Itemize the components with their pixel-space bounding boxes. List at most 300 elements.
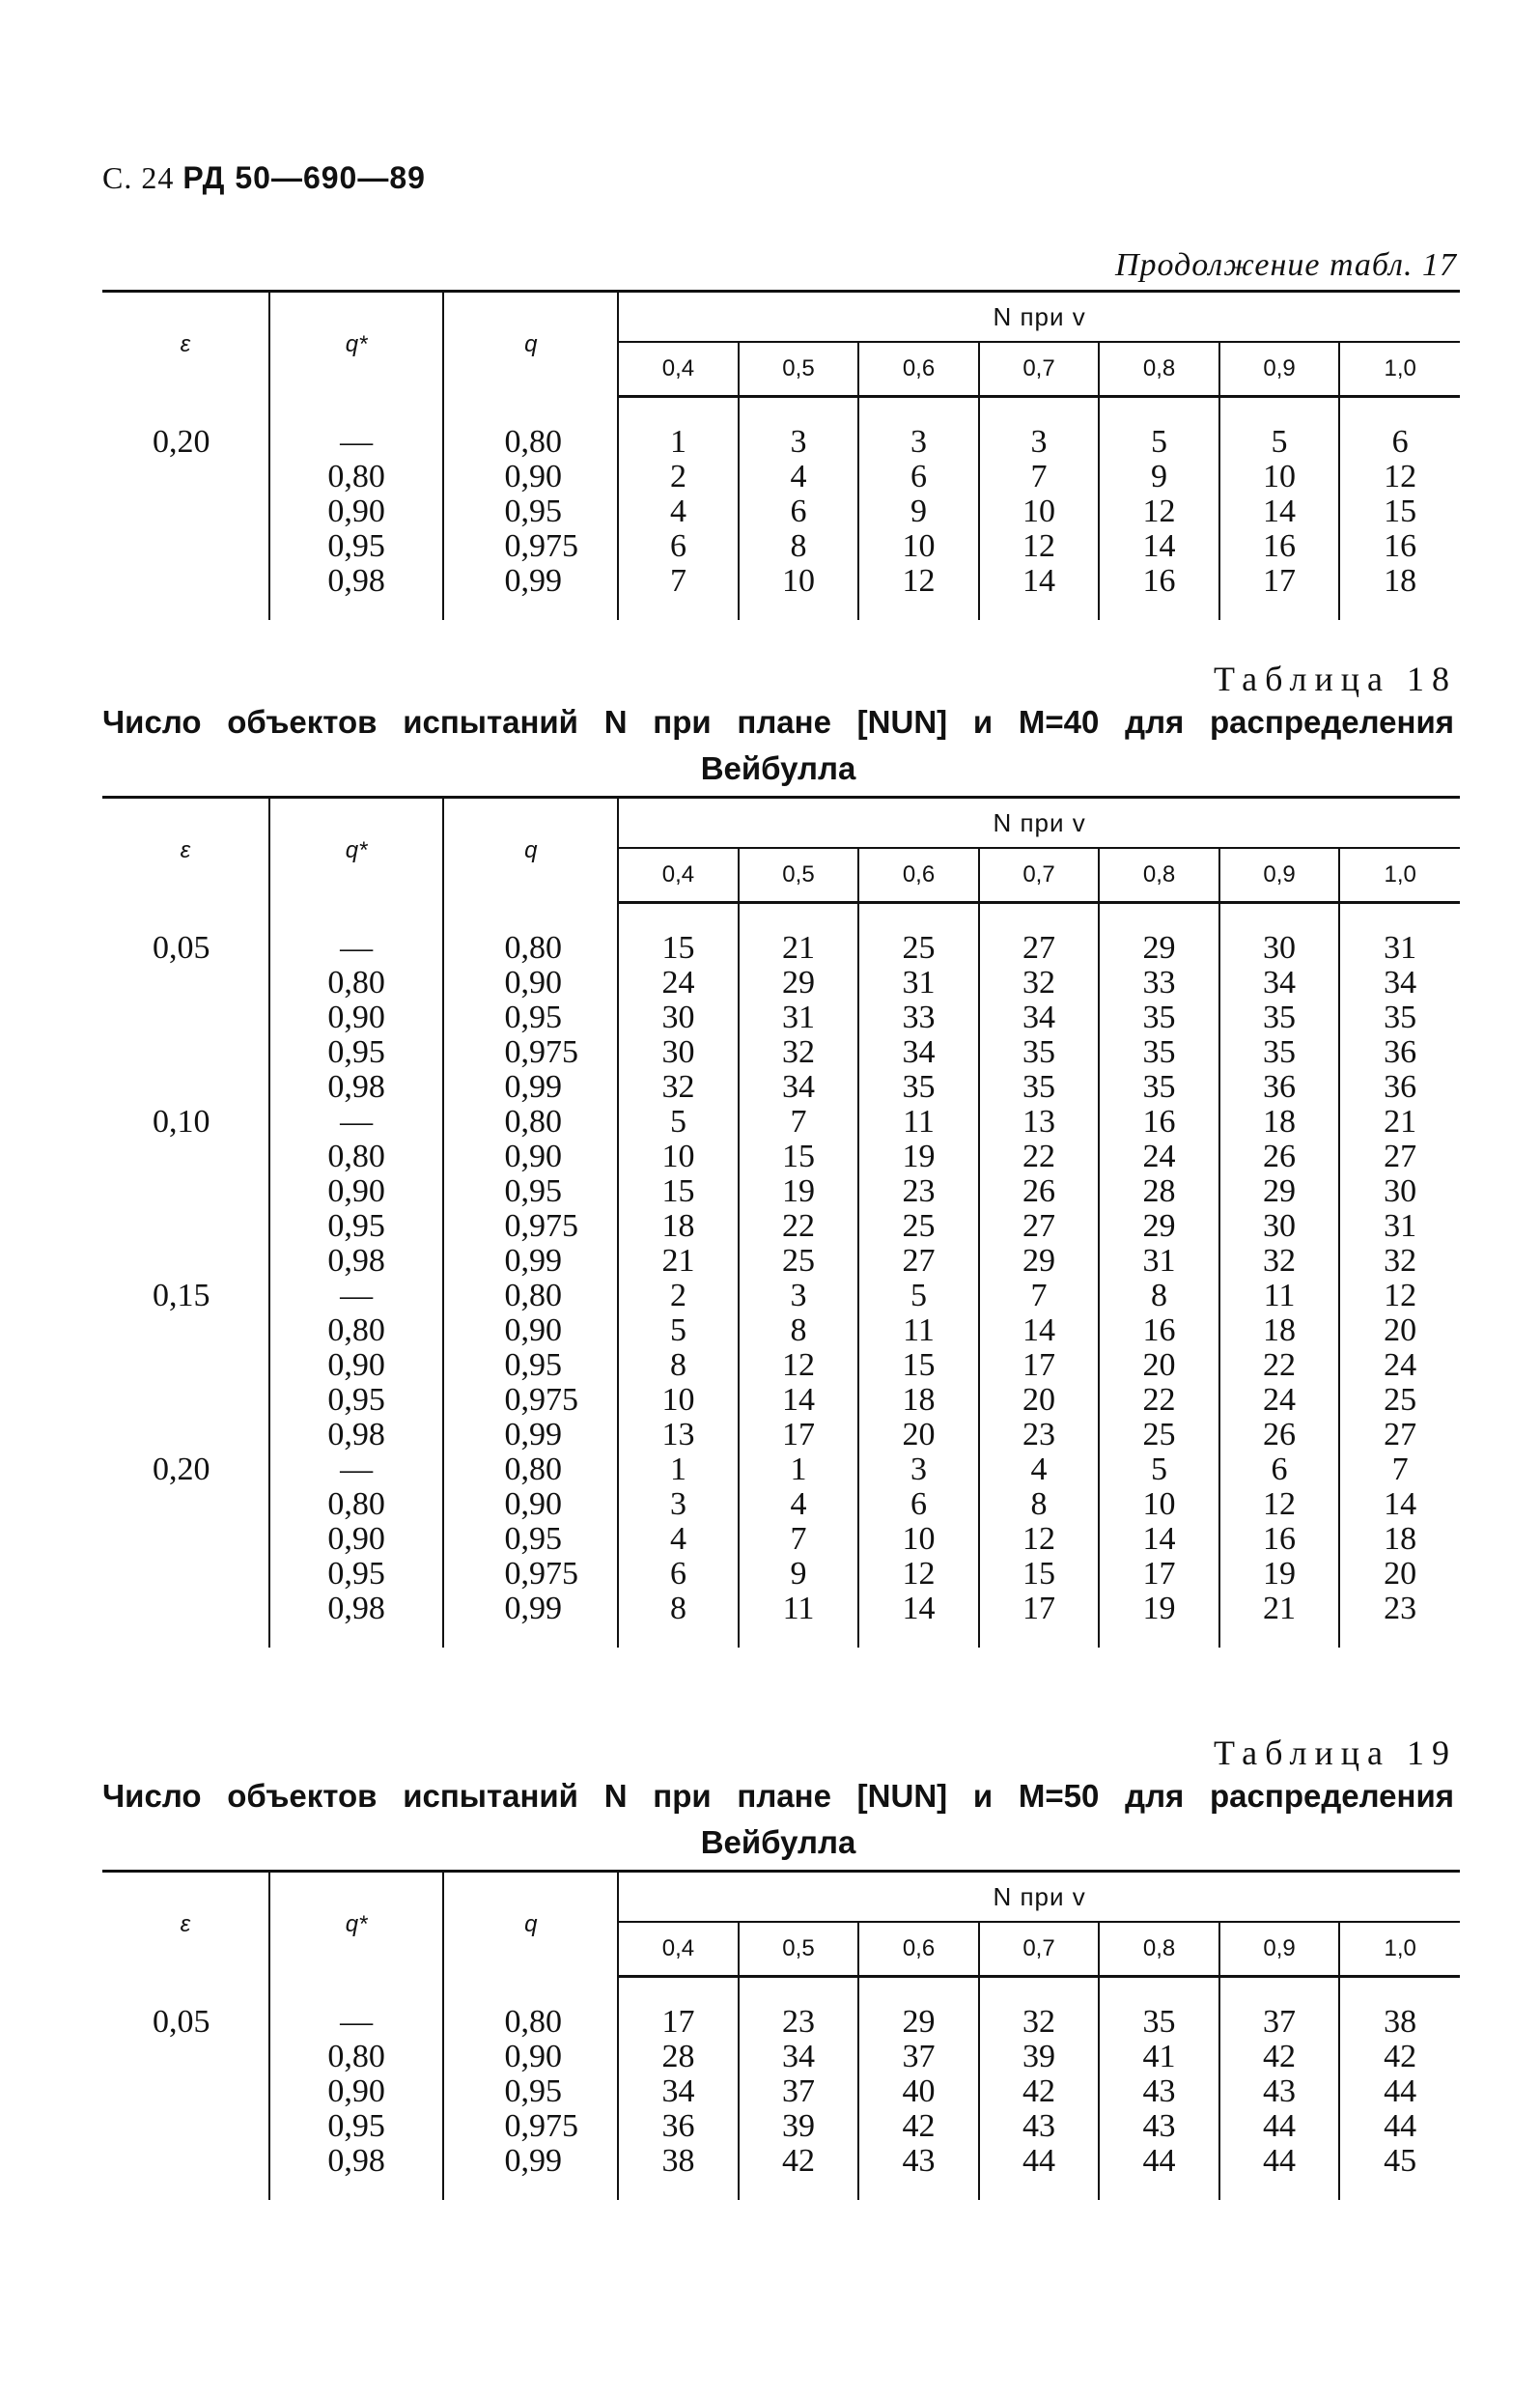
- cell-eps: [102, 1174, 269, 1209]
- cell-eps: [102, 2109, 269, 2144]
- cell-q-star: 0,90: [269, 494, 444, 529]
- cell-n: 10: [979, 494, 1100, 529]
- column-header-v: 0,5: [739, 342, 859, 397]
- cell-eps: 0,05: [153, 2004, 210, 2040]
- cell-n: 27: [979, 931, 1100, 966]
- cell-eps: [102, 1244, 269, 1279]
- cell-n: 8: [1099, 1279, 1219, 1313]
- cell-n: 42: [1219, 2040, 1340, 2074]
- cell-n: 22: [1219, 1348, 1340, 1383]
- column-header-q-star: q*: [269, 1872, 444, 1977]
- cell-q-star: 0,98: [269, 1244, 444, 1279]
- cell-n: 36: [618, 2109, 739, 2144]
- cell-n: 20: [1099, 1348, 1219, 1383]
- cell-n: 30: [1219, 931, 1340, 966]
- cell-q: 0,99: [443, 1418, 618, 1452]
- cell-n: 18: [1219, 1105, 1340, 1140]
- cell-n: 35: [1099, 2005, 1219, 2040]
- cell-n: 8: [618, 1592, 739, 1626]
- cell-q: 0,90: [443, 1487, 618, 1522]
- cell-n: 14: [1339, 1487, 1460, 1522]
- cell-n: 18: [618, 1209, 739, 1244]
- cell-eps: [102, 1313, 269, 1348]
- cell-n: 31: [739, 1001, 859, 1035]
- cell-n: 39: [979, 2040, 1100, 2074]
- cell-q-star: 0,98: [269, 2144, 444, 2179]
- table-18: [102, 796, 1460, 1648]
- cell-eps: [102, 1383, 269, 1418]
- cell-n: 35: [1339, 1001, 1460, 1035]
- cell-n: 37: [739, 2074, 859, 2109]
- column-header-v: 0,7: [979, 848, 1100, 903]
- cell-n: 7: [618, 564, 739, 599]
- cell-n: 43: [1219, 2074, 1340, 2109]
- cell-n: 14: [1099, 529, 1219, 564]
- cell-n: 11: [858, 1105, 979, 1140]
- table-19: [102, 1870, 1460, 2200]
- cell-eps: [102, 1209, 269, 1244]
- cell-q: 0,975: [443, 529, 618, 564]
- cell-n: 40: [858, 2074, 979, 2109]
- cell-q: 0,90: [443, 460, 618, 494]
- cell-n: 26: [1219, 1418, 1340, 1452]
- cell-n: 9: [858, 494, 979, 529]
- table-row: [102, 1035, 1460, 1070]
- cell-q: 0,99: [443, 1592, 618, 1626]
- cell-n: 44: [979, 2144, 1100, 2179]
- column-header-q-star: q*: [269, 798, 444, 903]
- cell-n: 25: [858, 931, 979, 966]
- cell-n: 9: [1099, 460, 1219, 494]
- cell-n: 5: [1219, 425, 1340, 460]
- cell-eps: [102, 966, 269, 1001]
- cell-n: 37: [1219, 2005, 1340, 2040]
- cell-n: 3: [979, 425, 1100, 460]
- cell-n: 25: [739, 1244, 859, 1279]
- cell-n: 6: [858, 460, 979, 494]
- cell-q: 0,95: [443, 1001, 618, 1035]
- cell-eps: [102, 1035, 269, 1070]
- cell-n: 12: [979, 1522, 1100, 1557]
- cell-q-star: 0,80: [269, 1313, 444, 1348]
- table-19-title-line1: Число объектов испытаний N при плане [NUN] и M=50 для распределения: [102, 1778, 1454, 1814]
- cell-n: 36: [1219, 1070, 1340, 1105]
- cell-eps: [102, 1522, 269, 1557]
- cell-n: 17: [739, 1418, 859, 1452]
- cell-n: 15: [618, 931, 739, 966]
- cell-n: 23: [858, 1174, 979, 1209]
- cell-n: 32: [1339, 1244, 1460, 1279]
- cell-n: 26: [1219, 1140, 1340, 1174]
- cell-eps: [102, 1592, 269, 1626]
- column-header-v: 0,4: [618, 1922, 739, 1977]
- cell-n: 6: [1339, 425, 1460, 460]
- cell-n: 16: [1099, 564, 1219, 599]
- table-row: [102, 1452, 1460, 1487]
- cell-eps: [102, 1140, 269, 1174]
- cell-eps: [102, 564, 269, 599]
- table-row: [102, 931, 1460, 966]
- cell-n: 16: [1099, 1105, 1219, 1140]
- cell-q: 0,975: [443, 1557, 618, 1592]
- cell-q-star: 0,95: [269, 2109, 444, 2144]
- cell-q-star: 0,95: [269, 1035, 444, 1070]
- cell-n: 31: [1099, 1244, 1219, 1279]
- cell-q-star: 0,95: [269, 529, 444, 564]
- cell-n: 41: [1099, 2040, 1219, 2074]
- cell-n: 38: [618, 2144, 739, 2179]
- column-header-v: 0,4: [618, 848, 739, 903]
- cell-n: 12: [858, 564, 979, 599]
- cell-n: 35: [1099, 1001, 1219, 1035]
- table-row: [102, 1418, 1460, 1452]
- cell-n: 16: [1219, 1522, 1340, 1557]
- column-header-v: 0,8: [1099, 342, 1219, 397]
- cell-n: 30: [1219, 1209, 1340, 1244]
- cell-q: 0,95: [443, 2074, 618, 2109]
- table-row: [102, 1592, 1460, 1626]
- table-row: [102, 2109, 1460, 2144]
- cell-n: 3: [858, 425, 979, 460]
- cell-eps: [102, 1557, 269, 1592]
- table-row: [102, 425, 1460, 460]
- cell-n: 44: [1339, 2074, 1460, 2109]
- cell-n: 14: [858, 1592, 979, 1626]
- cell-n: 5: [1099, 1452, 1219, 1487]
- cell-n: 35: [858, 1070, 979, 1105]
- cell-n: 9: [739, 1557, 859, 1592]
- cell-n: 8: [739, 1313, 859, 1348]
- cell-n: 7: [1339, 1452, 1460, 1487]
- cell-n: 20: [1339, 1557, 1460, 1592]
- cell-eps: [102, 2144, 269, 2179]
- cell-n: 15: [618, 1174, 739, 1209]
- cell-n: 44: [1219, 2144, 1340, 2179]
- cell-q: 0,99: [443, 564, 618, 599]
- cell-n: 37: [858, 2040, 979, 2074]
- column-header-v: 0,9: [1219, 848, 1340, 903]
- column-header-v: 0,6: [858, 342, 979, 397]
- cell-eps: [102, 2074, 269, 2109]
- column-group-header: N при v: [618, 1872, 1460, 1923]
- cell-eps: [102, 494, 269, 529]
- cell-eps: 0,20: [153, 1452, 210, 1487]
- cell-n: 32: [1219, 1244, 1340, 1279]
- table-18-title-line2: Вейбулла: [700, 750, 856, 786]
- continuation-note: Продолжение табл. 17: [1114, 247, 1457, 283]
- cell-q: 0,99: [443, 1244, 618, 1279]
- cell-q-star: 0,90: [269, 1522, 444, 1557]
- table-row: [102, 1383, 1460, 1418]
- cell-eps: [102, 2040, 269, 2074]
- cell-n: 27: [858, 1244, 979, 1279]
- cell-n: 39: [739, 2109, 859, 2144]
- cell-n: 24: [1219, 1383, 1340, 1418]
- cell-eps: [102, 1418, 269, 1452]
- cell-n: 14: [1219, 494, 1340, 529]
- document-number: РД 50—690—89: [182, 160, 426, 195]
- cell-q: 0,80: [443, 1279, 618, 1313]
- cell-eps: [102, 529, 269, 564]
- cell-q: 0,99: [443, 1070, 618, 1105]
- cell-q: 0,95: [443, 1522, 618, 1557]
- table-row: [102, 1209, 1460, 1244]
- cell-n: 14: [979, 564, 1100, 599]
- column-header-eps: ε: [102, 292, 269, 397]
- cell-n: 19: [739, 1174, 859, 1209]
- cell-q-star: 0,90: [269, 1348, 444, 1383]
- cell-q-star: 0,95: [269, 1209, 444, 1244]
- cell-q-star: 0,80: [269, 2040, 444, 2074]
- cell-n: 27: [1339, 1418, 1460, 1452]
- column-header-q: q: [443, 798, 618, 903]
- cell-n: 15: [1339, 494, 1460, 529]
- cell-n: 35: [1099, 1035, 1219, 1070]
- table-18-title-line1: Число объектов испытаний N при плане [NUN] и M=40 для распределения: [102, 704, 1454, 740]
- cell-n: 34: [618, 2074, 739, 2109]
- cell-q: 0,80: [443, 425, 618, 460]
- cell-q-star: 0,95: [269, 1557, 444, 1592]
- cell-n: 10: [858, 529, 979, 564]
- cell-n: 29: [1219, 1174, 1340, 1209]
- cell-n: 27: [979, 1209, 1100, 1244]
- cell-n: 4: [618, 494, 739, 529]
- table-row: [102, 1140, 1460, 1174]
- cell-n: 35: [1219, 1001, 1340, 1035]
- cell-n: 3: [739, 1279, 859, 1313]
- table-17-continuation: [102, 290, 1460, 620]
- cell-n: 14: [739, 1383, 859, 1418]
- cell-n: 16: [1219, 529, 1340, 564]
- cell-n: 13: [979, 1105, 1100, 1140]
- cell-n: 44: [1099, 2144, 1219, 2179]
- cell-q: 0,90: [443, 2040, 618, 2074]
- cell-n: 44: [1339, 2109, 1460, 2144]
- cell-q-star: 0,90: [269, 2074, 444, 2109]
- cell-n: 7: [739, 1522, 859, 1557]
- cell-n: 21: [739, 931, 859, 966]
- table-row: [102, 1348, 1460, 1383]
- table-19-title-line2: Вейбулла: [700, 1824, 856, 1860]
- table-row: [102, 1522, 1460, 1557]
- cell-n: 4: [739, 1487, 859, 1522]
- cell-n: 13: [618, 1418, 739, 1452]
- cell-n: 11: [1219, 1279, 1340, 1313]
- cell-n: 5: [618, 1313, 739, 1348]
- cell-n: 30: [618, 1035, 739, 1070]
- cell-n: 11: [858, 1313, 979, 1348]
- column-header-v: 0,5: [739, 848, 859, 903]
- cell-n: 15: [739, 1140, 859, 1174]
- cell-n: 31: [1339, 931, 1460, 966]
- cell-n: 11: [739, 1592, 859, 1626]
- cell-eps: 0,20: [153, 424, 210, 460]
- cell-q-star: 0,80: [269, 460, 444, 494]
- cell-n: 17: [1219, 564, 1340, 599]
- column-header-v: 0,8: [1099, 848, 1219, 903]
- cell-n: 10: [1219, 460, 1340, 494]
- table-row: [102, 966, 1460, 1001]
- cell-n: 24: [1339, 1348, 1460, 1383]
- cell-n: 6: [858, 1487, 979, 1522]
- cell-n: 20: [858, 1418, 979, 1452]
- cell-n: 10: [618, 1140, 739, 1174]
- cell-n: 25: [1339, 1383, 1460, 1418]
- cell-q-star: —: [269, 1452, 444, 1487]
- cell-n: 24: [618, 966, 739, 1001]
- cell-n: 6: [739, 494, 859, 529]
- cell-q-star: 0,90: [269, 1001, 444, 1035]
- cell-q: 0,99: [443, 2144, 618, 2179]
- cell-n: 18: [1339, 1522, 1460, 1557]
- cell-n: 34: [739, 1070, 859, 1105]
- cell-n: 6: [618, 1557, 739, 1592]
- cell-q-star: 0,98: [269, 1418, 444, 1452]
- cell-n: 34: [1339, 966, 1460, 1001]
- cell-n: 4: [979, 1452, 1100, 1487]
- cell-n: 29: [979, 1244, 1100, 1279]
- cell-n: 34: [979, 1001, 1100, 1035]
- cell-eps: 0,05: [153, 930, 210, 966]
- cell-n: 1: [618, 1452, 739, 1487]
- table-row: [102, 1557, 1460, 1592]
- cell-n: 15: [858, 1348, 979, 1383]
- cell-n: 20: [1339, 1313, 1460, 1348]
- cell-q: 0,95: [443, 1348, 618, 1383]
- cell-n: 28: [618, 2040, 739, 2074]
- cell-n: 12: [1099, 494, 1219, 529]
- cell-n: 17: [1099, 1557, 1219, 1592]
- cell-n: 29: [1099, 931, 1219, 966]
- cell-q-star: 0,80: [269, 1487, 444, 1522]
- table-19-title: [102, 1773, 1454, 1866]
- cell-n: 18: [1219, 1313, 1340, 1348]
- cell-q: 0,95: [443, 1174, 618, 1209]
- cell-n: 43: [1099, 2109, 1219, 2144]
- cell-n: 12: [1339, 460, 1460, 494]
- cell-n: 14: [979, 1313, 1100, 1348]
- cell-q-star: 0,98: [269, 1070, 444, 1105]
- column-header-v: 0,9: [1219, 1922, 1340, 1977]
- cell-n: 1: [618, 425, 739, 460]
- cell-n: 26: [979, 1174, 1100, 1209]
- column-header-v: 0,8: [1099, 1922, 1219, 1977]
- cell-eps: [102, 1070, 269, 1105]
- cell-n: 36: [1339, 1070, 1460, 1105]
- cell-n: 12: [858, 1557, 979, 1592]
- cell-n: 6: [1219, 1452, 1340, 1487]
- cell-n: 20: [979, 1383, 1100, 1418]
- cell-q: 0,975: [443, 2109, 618, 2144]
- cell-n: 34: [739, 2040, 859, 2074]
- cell-n: 42: [858, 2109, 979, 2144]
- cell-eps: [102, 1487, 269, 1522]
- cell-n: 42: [1339, 2040, 1460, 2074]
- cell-q-star: 0,98: [269, 1592, 444, 1626]
- table-row: [102, 564, 1460, 599]
- table-row: [102, 494, 1460, 529]
- table-row: [102, 2074, 1460, 2109]
- cell-q-star: —: [269, 425, 444, 460]
- cell-n: 23: [979, 1418, 1100, 1452]
- cell-n: 42: [739, 2144, 859, 2179]
- cell-q: 0,80: [443, 931, 618, 966]
- cell-n: 35: [979, 1035, 1100, 1070]
- cell-n: 33: [858, 1001, 979, 1035]
- cell-q-star: —: [269, 1279, 444, 1313]
- cell-n: 35: [1219, 1035, 1340, 1070]
- table-row: [102, 1279, 1460, 1313]
- header-row: [102, 798, 1460, 849]
- cell-n: 17: [979, 1348, 1100, 1383]
- cell-eps: [102, 1001, 269, 1035]
- cell-q: 0,975: [443, 1209, 618, 1244]
- cell-eps: 0,15: [153, 1278, 210, 1313]
- column-header-v: 1,0: [1339, 848, 1460, 903]
- cell-n: 22: [979, 1140, 1100, 1174]
- cell-n: 7: [979, 1279, 1100, 1313]
- column-header-v: 1,0: [1339, 342, 1460, 397]
- cell-n: 21: [1219, 1592, 1340, 1626]
- cell-n: 8: [739, 529, 859, 564]
- cell-n: 3: [858, 1452, 979, 1487]
- cell-n: 38: [1339, 2005, 1460, 2040]
- cell-n: 19: [858, 1140, 979, 1174]
- column-header-v: 0,5: [739, 1922, 859, 1977]
- cell-n: 5: [1099, 425, 1219, 460]
- cell-n: 35: [1099, 1070, 1219, 1105]
- cell-q: 0,80: [443, 2005, 618, 2040]
- cell-q-star: 0,80: [269, 1140, 444, 1174]
- cell-n: 12: [1339, 1279, 1460, 1313]
- cell-n: 8: [618, 1348, 739, 1383]
- cell-n: 16: [1339, 529, 1460, 564]
- table-row: [102, 529, 1460, 564]
- cell-n: 43: [858, 2144, 979, 2179]
- page-number: С. 24: [102, 160, 175, 195]
- cell-n: 32: [618, 1070, 739, 1105]
- cell-n: 30: [618, 1001, 739, 1035]
- cell-q: 0,90: [443, 966, 618, 1001]
- cell-q-star: —: [269, 2005, 444, 2040]
- table-row: [102, 2144, 1460, 2179]
- table-row: [102, 1070, 1460, 1105]
- cell-n: 14: [1099, 1522, 1219, 1557]
- cell-n: 23: [739, 2005, 859, 2040]
- cell-q: 0,90: [443, 1313, 618, 1348]
- cell-n: 36: [1339, 1035, 1460, 1070]
- cell-n: 42: [979, 2074, 1100, 2109]
- cell-n: 33: [1099, 966, 1219, 1001]
- cell-q: 0,80: [443, 1105, 618, 1140]
- cell-n: 31: [1339, 1209, 1460, 1244]
- column-header-v: 0,9: [1219, 342, 1340, 397]
- cell-n: 32: [979, 2005, 1100, 2040]
- table-18-title: [102, 699, 1454, 792]
- cell-n: 12: [979, 529, 1100, 564]
- cell-n: 7: [739, 1105, 859, 1140]
- cell-q-star: 0,95: [269, 1383, 444, 1418]
- cell-n: 32: [979, 966, 1100, 1001]
- cell-n: 28: [1099, 1174, 1219, 1209]
- table-row: [102, 460, 1460, 494]
- cell-n: 30: [1339, 1174, 1460, 1209]
- cell-eps: 0,10: [153, 1104, 210, 1140]
- cell-q: 0,975: [443, 1383, 618, 1418]
- cell-n: 22: [739, 1209, 859, 1244]
- cell-n: 10: [1099, 1487, 1219, 1522]
- column-header-eps: ε: [102, 1872, 269, 1977]
